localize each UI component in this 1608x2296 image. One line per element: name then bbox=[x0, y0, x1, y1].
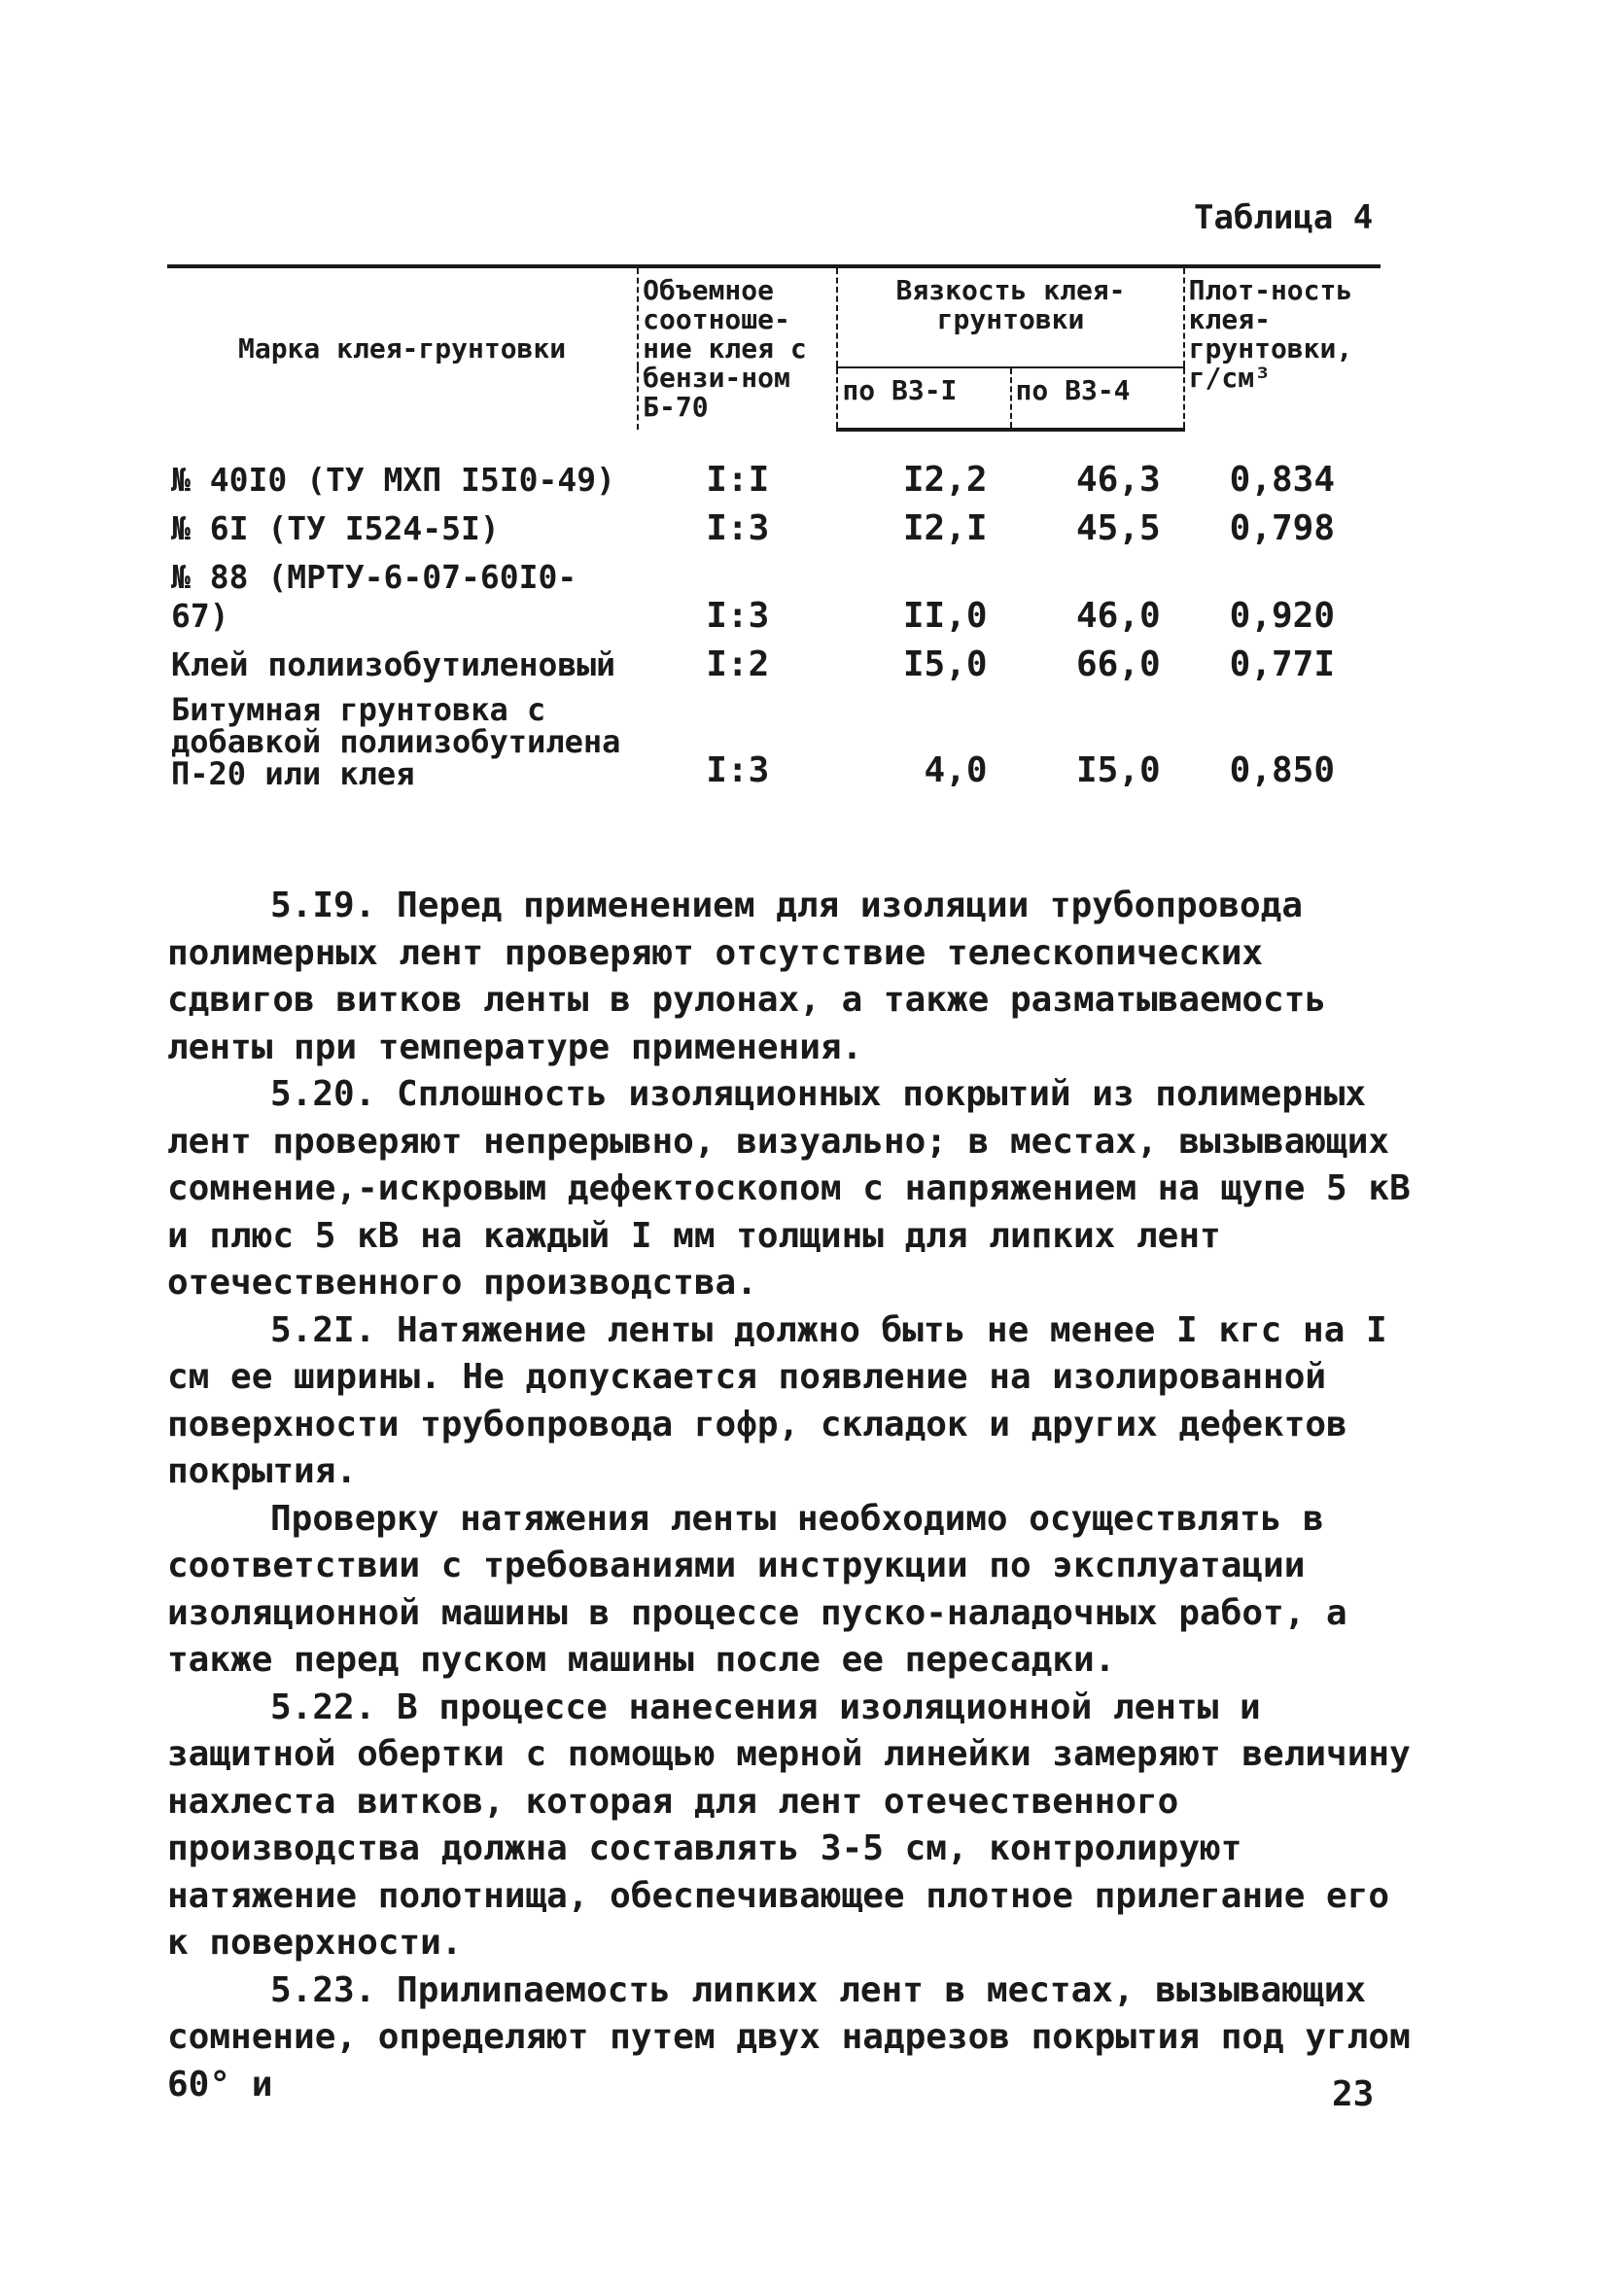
header-brand: Марка клея-грунтовки bbox=[167, 266, 638, 430]
row-viscosity-v1: I5,0 bbox=[902, 644, 988, 684]
row-density: 0,850 bbox=[1229, 750, 1336, 790]
row-density: 0,77I bbox=[1229, 644, 1336, 684]
row-ratio: I:3 bbox=[706, 508, 770, 548]
header-density: Плот-ность клея-грунтовки, г/см³ bbox=[1184, 266, 1381, 430]
row-viscosity-v4: 46,3 bbox=[1075, 460, 1161, 500]
row-ratio: I:3 bbox=[706, 596, 770, 636]
row-viscosity-v1: I2,2 bbox=[902, 460, 988, 500]
row-brand: Битумная грунтовка с добавкой полиизобутилена П-20 или клея bbox=[171, 691, 621, 792]
paragraph-5-22: 5.22. В процессе нанесения изоляционной ленты и защитной обертки с помощью мерной линейки замеряют величину нахлеста витков, которая для лент отечественного производства должна составлять 3-5 см, контролируют натяжение полотнища, обеспечивающее плотное прилегание его к поверхности. bbox=[167, 1687, 1411, 1963]
row-viscosity-v4: 66,0 bbox=[1075, 644, 1161, 684]
row-ratio: I:3 bbox=[706, 750, 770, 790]
header-ratio: Объемное соотноше-ние клея с бензи-ном Б-70 bbox=[638, 266, 837, 430]
row-brand: № 6I (ТУ I524-5I) bbox=[171, 509, 500, 547]
adhesive-primer-table bbox=[167, 264, 1381, 794]
table-row bbox=[167, 552, 1381, 640]
row-viscosity-v4: 45,5 bbox=[1075, 508, 1161, 548]
body-text bbox=[167, 883, 1412, 2108]
paragraph-5-23: 5.23. Прилипаемость липких лент в местах, вызывающих сомнение, определяют путем двух надрезов покрытия под углом 60° и bbox=[167, 1969, 1411, 2105]
row-viscosity-v1: I2,I bbox=[902, 508, 988, 548]
row-density: 0,834 bbox=[1229, 460, 1336, 500]
table-caption: Таблица 4 bbox=[1194, 198, 1374, 237]
row-ratio: I:I bbox=[706, 460, 770, 500]
row-density: 0,920 bbox=[1229, 596, 1336, 636]
row-ratio: I:2 bbox=[706, 644, 770, 684]
row-brand: № 88 (МРТУ-6-07-60I0-67) bbox=[171, 558, 577, 635]
row-viscosity-v4: 46,0 bbox=[1075, 596, 1161, 636]
table-row bbox=[167, 688, 1381, 794]
row-viscosity-v1: 4,0 bbox=[924, 750, 988, 790]
paragraph-5-20: 5.20. Сплошность изоляционных покрытий из полимерных лент проверяют непрерывно, визуально; в местах, вызывающих сомнение,-искровым дефектоскопом с напряжением на щупе 5 кВ и плюс 5 кВ на каждый I мм толщины для липких лент отечественного производства. bbox=[167, 1074, 1411, 1303]
row-density: 0,798 bbox=[1229, 508, 1336, 548]
table-row bbox=[167, 640, 1381, 688]
header-viscosity-v1: по ВЗ-I bbox=[837, 367, 1010, 430]
header-viscosity: Вязкость клея-грунтовки bbox=[837, 266, 1183, 367]
row-brand: Клей полиизобутиленовый bbox=[171, 645, 615, 683]
row-viscosity-v1: II,0 bbox=[902, 596, 988, 636]
paragraph-5-19: 5.I9. Перед применением для изоляции трубопровода полимерных лент проверяют отсутствие телескопических сдвигов витков ленты в рулонах, а также разматываемость ленты при температуре применения. bbox=[167, 886, 1327, 1067]
table-row bbox=[167, 504, 1381, 552]
row-brand: № 40I0 (ТУ МХП I5I0-49) bbox=[171, 461, 615, 499]
paragraph-5-21: 5.2I. Натяжение ленты должно быть не менее I кгс на I см ее ширины. Не допускается появление на изолированной поверхности трубопровода гофр, складок и других дефектов покрытия. bbox=[167, 1309, 1387, 1491]
table-row bbox=[167, 430, 1381, 504]
header-viscosity-v4: по ВЗ-4 bbox=[1011, 367, 1184, 430]
page-number: 23 bbox=[1332, 2074, 1375, 2114]
paragraph-tension-check: Проверку натяжения ленты необходимо осуществлять в соответствии с требованиями инструкции по эксплуатации изоляционной машины в процессе пуско-наладочных работ, а также перед пуском машины после ее пересадки. bbox=[167, 1498, 1347, 1680]
row-viscosity-v4: I5,0 bbox=[1075, 750, 1161, 790]
